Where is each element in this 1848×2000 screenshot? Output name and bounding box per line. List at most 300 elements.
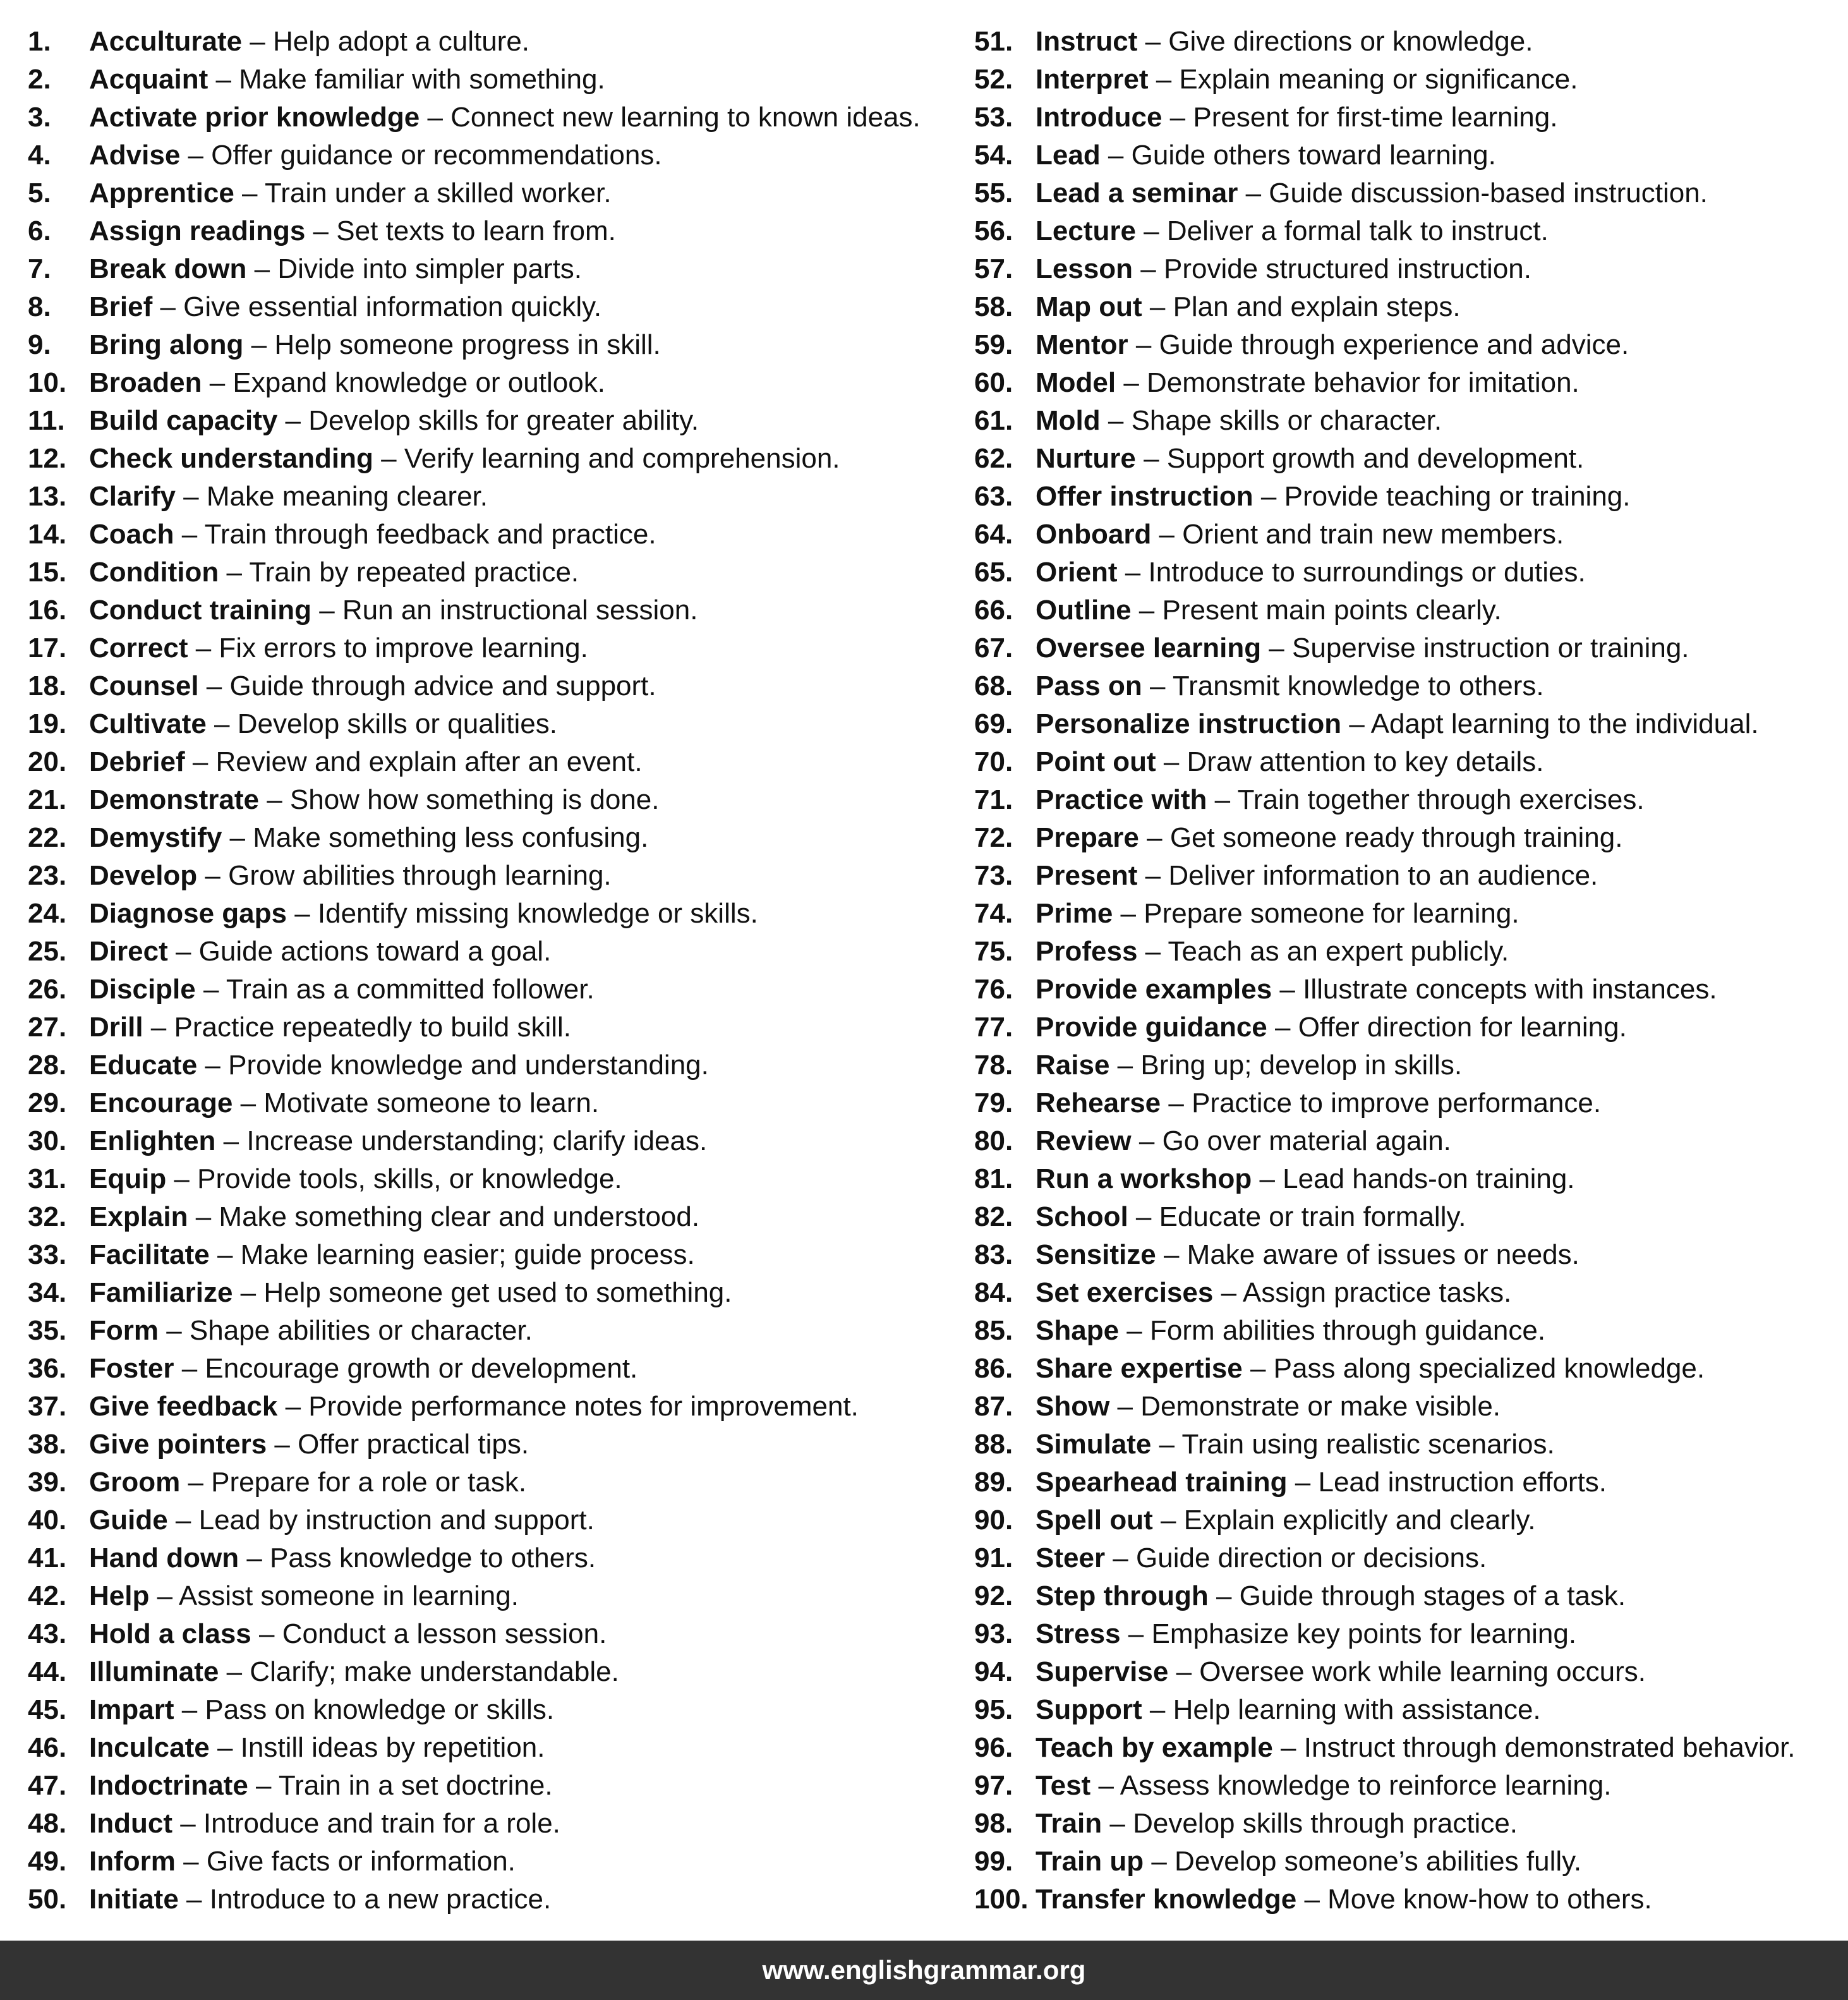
- list-item: [28, 1501, 950, 1539]
- item-definition: Develop someone’s abilities fully.: [1175, 1846, 1582, 1877]
- item-separator: –: [239, 1542, 270, 1573]
- item-text: [1036, 1312, 1545, 1350]
- item-text: [1036, 1577, 1626, 1615]
- item-definition: Pass knowledge to others.: [270, 1542, 596, 1573]
- list-item: [974, 857, 1840, 895]
- item-text: [89, 1805, 560, 1843]
- item-separator: –: [167, 1505, 199, 1536]
- item-definition: Guide actions toward a goal.: [198, 936, 552, 967]
- item-definition: Train by repeated practice.: [249, 557, 579, 588]
- item-term: Oversee learning: [1036, 633, 1262, 664]
- item-number: 5.: [28, 178, 51, 209]
- item-text: [89, 1615, 607, 1653]
- item-number: 66.: [974, 595, 1013, 626]
- item-definition: Train as a committed follower.: [226, 974, 595, 1005]
- item-number: 76.: [974, 974, 1013, 1005]
- item-definition: Run an instructional session.: [342, 595, 698, 626]
- item-definition: Encourage growth or development.: [205, 1353, 638, 1384]
- item-definition: Lead hands-on training.: [1283, 1163, 1575, 1194]
- item-separator: –: [1238, 178, 1269, 209]
- item-text: [1036, 895, 1519, 933]
- item-definition: Make learning easier; guide process.: [240, 1239, 695, 1270]
- item-term: Stress: [1036, 1618, 1121, 1649]
- item-text: [89, 516, 656, 554]
- item-definition: Verify learning and comprehension.: [404, 443, 840, 474]
- item-separator: –: [1120, 1618, 1152, 1649]
- item-number: 20.: [28, 746, 67, 777]
- item-definition: Bring up; develop in skills.: [1140, 1050, 1463, 1081]
- item-text: [1036, 1501, 1535, 1539]
- item-number: 87.: [974, 1391, 1013, 1422]
- item-definition: Assist someone in learning.: [178, 1580, 519, 1611]
- list-item: [974, 1805, 1840, 1843]
- item-separator: –: [1131, 595, 1163, 626]
- item-definition: Support growth and development.: [1166, 443, 1585, 474]
- item-definition: Guide through advice and support.: [229, 670, 656, 701]
- item-number: 29.: [28, 1088, 67, 1118]
- item-text: [1036, 1767, 1611, 1805]
- item-separator: –: [175, 481, 207, 512]
- item-separator: –: [1135, 215, 1167, 246]
- item-term: Rehearse: [1036, 1088, 1161, 1118]
- item-definition: Oversee work while learning occurs.: [1199, 1656, 1646, 1687]
- item-separator: –: [311, 595, 342, 626]
- item-separator: –: [206, 708, 238, 739]
- item-number: 89.: [974, 1467, 1013, 1498]
- item-definition: Increase understanding; clarify ideas.: [246, 1125, 708, 1156]
- item-number: 21.: [28, 784, 67, 815]
- item-text: [1036, 174, 1708, 212]
- item-separator: –: [1267, 1012, 1298, 1043]
- list-item: [974, 440, 1840, 478]
- item-term: Apprentice: [89, 178, 234, 209]
- item-definition: Motivate someone to learn.: [263, 1088, 600, 1118]
- item-number: 40.: [28, 1505, 67, 1536]
- list-item: [974, 1729, 1840, 1767]
- item-text: [89, 1084, 599, 1122]
- list-item: [974, 136, 1840, 174]
- list-item: [974, 971, 1840, 1009]
- item-number: 91.: [974, 1542, 1013, 1573]
- item-definition: Orient and train new members.: [1182, 519, 1564, 550]
- item-text: [1036, 402, 1442, 440]
- item-term: Prime: [1036, 898, 1113, 929]
- item-number: 81.: [974, 1163, 1013, 1194]
- item-term: Counsel: [89, 670, 199, 701]
- item-term: Groom: [89, 1467, 181, 1498]
- item-text: [89, 1046, 709, 1084]
- item-number: 99.: [974, 1846, 1013, 1877]
- item-term: Clarify: [89, 481, 176, 512]
- list-item: [28, 1426, 950, 1464]
- website-url[interactable]: www.englishgrammar.org: [762, 1955, 1086, 1985]
- item-text: [1036, 819, 1622, 857]
- item-number: 12.: [28, 443, 67, 474]
- item-term: Lesson: [1036, 253, 1133, 284]
- item-separator: –: [1207, 784, 1238, 815]
- list-item: [974, 250, 1840, 288]
- item-definition: Grow abilities through learning.: [228, 860, 612, 891]
- list-item: [28, 819, 950, 857]
- item-definition: Instill ideas by repetition.: [240, 1732, 545, 1763]
- item-text: [89, 1198, 699, 1236]
- item-term: Encourage: [89, 1088, 233, 1118]
- item-definition: Pass along specialized knowledge.: [1273, 1353, 1705, 1384]
- item-number: 94.: [974, 1656, 1013, 1687]
- item-definition: Present for first-time learning.: [1193, 102, 1558, 133]
- item-separator: –: [184, 746, 216, 777]
- item-text: [89, 174, 612, 212]
- item-separator: –: [197, 1050, 229, 1081]
- item-term: Hold a class: [89, 1618, 251, 1649]
- item-separator: –: [1168, 1656, 1200, 1687]
- item-separator: –: [1161, 1088, 1192, 1118]
- item-definition: Educate or train formally.: [1159, 1201, 1466, 1232]
- item-text: [89, 1767, 553, 1805]
- item-number: 16.: [28, 595, 67, 626]
- item-definition: Make familiar with something.: [239, 64, 605, 95]
- list-item: [28, 23, 950, 61]
- item-number: 58.: [974, 291, 1013, 322]
- item-term: Advise: [89, 140, 181, 171]
- item-definition: Illustrate concepts with instances.: [1303, 974, 1717, 1005]
- item-term: Support: [1036, 1694, 1142, 1725]
- item-definition: Assess knowledge to reinforce learning.: [1120, 1770, 1612, 1801]
- item-text: [1036, 1615, 1576, 1653]
- item-text: [89, 478, 488, 516]
- item-separator: –: [215, 1125, 247, 1156]
- item-number: 2.: [28, 64, 51, 95]
- item-definition: Develop skills for greater ability.: [308, 405, 699, 436]
- item-text: [89, 857, 612, 895]
- item-term: Mold: [1036, 405, 1101, 436]
- list-item: [28, 895, 950, 933]
- item-separator: –: [1117, 557, 1149, 588]
- item-number: 15.: [28, 557, 67, 588]
- item-text: [1036, 288, 1461, 326]
- item-term: Test: [1036, 1770, 1091, 1801]
- item-separator: –: [1151, 1429, 1182, 1460]
- item-separator: –: [174, 1694, 205, 1725]
- item-text: [1036, 1881, 1652, 1918]
- item-text: [89, 61, 605, 99]
- item-separator: –: [1113, 898, 1144, 929]
- list-item: [974, 364, 1840, 402]
- item-separator: –: [1272, 974, 1303, 1005]
- item-separator: –: [1119, 1315, 1150, 1346]
- item-definition: Demonstrate or make visible.: [1140, 1391, 1501, 1422]
- item-text: [1036, 1805, 1518, 1843]
- list-item: [28, 1805, 950, 1843]
- list-item: [28, 478, 950, 516]
- list-item: [28, 402, 950, 440]
- item-separator: –: [174, 519, 205, 550]
- item-text: [1036, 1046, 1462, 1084]
- item-text: [1036, 1729, 1796, 1767]
- list-item: [28, 971, 950, 1009]
- item-text: [1036, 99, 1557, 136]
- item-number: 95.: [974, 1694, 1013, 1725]
- item-text: [1036, 326, 1629, 364]
- item-definition: Guide through stages of a task.: [1239, 1580, 1626, 1611]
- list-item: [28, 1084, 950, 1122]
- item-term: Train up: [1036, 1846, 1144, 1877]
- item-separator: –: [246, 253, 278, 284]
- item-term: Demystify: [89, 822, 222, 853]
- item-number: 33.: [28, 1239, 67, 1270]
- item-number: 11.: [28, 405, 65, 436]
- right-column: [974, 23, 1840, 1918]
- item-text: [89, 1426, 529, 1464]
- item-term: Enlighten: [89, 1125, 216, 1156]
- item-separator: –: [152, 291, 184, 322]
- item-text: [89, 1160, 622, 1198]
- list-item: [974, 1539, 1840, 1577]
- item-separator: –: [166, 1163, 198, 1194]
- item-separator: –: [373, 443, 404, 474]
- list-item: [974, 1236, 1840, 1274]
- item-term: Give pointers: [89, 1429, 267, 1460]
- item-text: [89, 554, 579, 591]
- item-term: Foster: [89, 1353, 174, 1384]
- item-text: [1036, 1198, 1466, 1236]
- item-term: School: [1036, 1201, 1128, 1232]
- left-column: [28, 23, 950, 1918]
- item-text: [89, 1009, 571, 1046]
- item-separator: –: [1142, 670, 1173, 701]
- item-text: [1036, 857, 1598, 895]
- item-text: [89, 933, 551, 971]
- list-item: [28, 250, 950, 288]
- item-term: Facilitate: [89, 1239, 210, 1270]
- item-definition: Shape skills or character.: [1131, 405, 1442, 436]
- item-term: Impart: [89, 1694, 174, 1725]
- item-number: 77.: [974, 1012, 1013, 1043]
- item-text: [89, 1501, 595, 1539]
- list-item: [28, 1843, 950, 1881]
- item-number: 32.: [28, 1201, 67, 1232]
- list-item: [974, 705, 1840, 743]
- list-item: [974, 819, 1840, 857]
- list-item: [28, 440, 950, 478]
- item-term: Explain: [89, 1201, 188, 1232]
- item-definition: Give essential information quickly.: [183, 291, 602, 322]
- item-term: Steer: [1036, 1542, 1106, 1573]
- item-number: 59.: [974, 329, 1013, 360]
- item-number: 17.: [28, 633, 67, 664]
- item-number: 41.: [28, 1542, 67, 1573]
- item-definition: Lead by instruction and support.: [198, 1505, 595, 1536]
- item-separator: –: [1109, 1391, 1141, 1422]
- item-text: [89, 288, 601, 326]
- item-term: Train: [1036, 1808, 1102, 1839]
- item-term: Share expertise: [1036, 1353, 1243, 1384]
- list-item: [974, 1122, 1840, 1160]
- item-number: 37.: [28, 1391, 67, 1422]
- item-term: Spearhead training: [1036, 1467, 1288, 1498]
- item-term: Teach by example: [1036, 1732, 1273, 1763]
- list-item: [974, 591, 1840, 629]
- item-number: 78.: [974, 1050, 1013, 1081]
- item-separator: –: [1137, 26, 1169, 57]
- list-item: [28, 1729, 950, 1767]
- item-number: 34.: [28, 1277, 67, 1308]
- list-item: [974, 781, 1840, 819]
- item-separator: –: [1156, 1239, 1187, 1270]
- item-text: [1036, 1160, 1575, 1198]
- item-text: [89, 1464, 526, 1501]
- list-item: [28, 136, 950, 174]
- item-term: Step through: [1036, 1580, 1209, 1611]
- list-item: [28, 1046, 950, 1084]
- item-text: [1036, 667, 1544, 705]
- item-term: Demonstrate: [89, 784, 259, 815]
- item-definition: Identify missing knowledge or skills.: [317, 898, 758, 929]
- item-number: 7.: [28, 253, 51, 284]
- item-definition: Go over material again.: [1162, 1125, 1451, 1156]
- item-definition: Form abilities through guidance.: [1149, 1315, 1546, 1346]
- item-definition: Guide through experience and advice.: [1159, 329, 1629, 360]
- item-term: Point out: [1036, 746, 1156, 777]
- item-definition: Introduce and train for a role.: [203, 1808, 560, 1839]
- item-separator: –: [1208, 1580, 1240, 1611]
- item-text: [1036, 1236, 1579, 1274]
- item-term: Inform: [89, 1846, 176, 1877]
- item-number: 79.: [974, 1088, 1013, 1118]
- item-definition: Prepare for a role or task.: [211, 1467, 527, 1498]
- item-term: Personalize instruction: [1036, 708, 1342, 739]
- list-item: [974, 99, 1840, 136]
- list-item: [974, 288, 1840, 326]
- item-number: 100.: [974, 1884, 1029, 1915]
- item-separator: –: [420, 102, 451, 133]
- item-number: 46.: [28, 1732, 67, 1763]
- item-term: Assign readings: [89, 215, 306, 246]
- item-term: Condition: [89, 557, 219, 588]
- item-definition: Get someone ready through training.: [1169, 822, 1623, 853]
- list-item: [974, 1501, 1840, 1539]
- item-definition: Offer direction for learning.: [1298, 1012, 1627, 1043]
- item-definition: Connect new learning to known ideas.: [450, 102, 921, 133]
- item-definition: Move know-how to others.: [1327, 1884, 1652, 1915]
- list-item: [28, 1691, 950, 1729]
- item-definition: Instruct through demonstrated behavior.: [1303, 1732, 1796, 1763]
- list-item: [974, 1843, 1840, 1881]
- item-term: Conduct training: [89, 595, 311, 626]
- item-separator: –: [1138, 822, 1170, 853]
- list-item: [974, 933, 1840, 971]
- item-term: Run a workshop: [1036, 1163, 1252, 1194]
- item-definition: Expand knowledge or outlook.: [233, 367, 605, 398]
- item-number: 24.: [28, 898, 67, 929]
- item-separator: –: [1133, 253, 1164, 284]
- item-definition: Train through feedback and practice.: [204, 519, 656, 550]
- list-item: [28, 554, 950, 591]
- list-item: [974, 1426, 1840, 1464]
- item-term: Equip: [89, 1163, 167, 1194]
- item-term: Guide: [89, 1505, 168, 1536]
- item-separator: –: [159, 1315, 190, 1346]
- item-term: Bring along: [89, 329, 244, 360]
- list-item: [28, 1198, 950, 1236]
- item-number: 48.: [28, 1808, 67, 1839]
- item-separator: –: [1135, 443, 1167, 474]
- item-text: [89, 136, 662, 174]
- item-number: 73.: [974, 860, 1013, 891]
- item-separator: –: [188, 633, 219, 664]
- item-text: [89, 1236, 695, 1274]
- item-number: 13.: [28, 481, 67, 512]
- list-item: [974, 516, 1840, 554]
- item-separator: –: [219, 1656, 250, 1687]
- item-definition: Clarify; make understandable.: [250, 1656, 619, 1687]
- item-separator: –: [1148, 64, 1180, 95]
- item-definition: Divide into simpler parts.: [277, 253, 583, 284]
- item-term: Induct: [89, 1808, 172, 1839]
- item-number: 70.: [974, 746, 1013, 777]
- item-separator: –: [1341, 708, 1371, 739]
- item-term: Nurture: [1036, 443, 1136, 474]
- item-term: Diagnose gaps: [89, 898, 287, 929]
- item-separator: –: [209, 1239, 241, 1270]
- item-number: 35.: [28, 1315, 67, 1346]
- item-number: 50.: [28, 1884, 67, 1915]
- list-item: [974, 1274, 1840, 1312]
- list-item: [28, 743, 950, 781]
- item-definition: Draw attention to key details.: [1187, 746, 1544, 777]
- item-term: Lead a seminar: [1036, 178, 1238, 209]
- item-definition: Practice repeatedly to build skill.: [174, 1012, 572, 1043]
- item-text: [89, 402, 699, 440]
- list-item: [28, 1881, 950, 1918]
- item-text: [89, 440, 840, 478]
- item-definition: Guide others toward learning.: [1131, 140, 1496, 171]
- item-text: [89, 1312, 533, 1350]
- list-item: [28, 1464, 950, 1501]
- item-text: [89, 1653, 619, 1691]
- item-number: 88.: [974, 1429, 1013, 1460]
- item-number: 90.: [974, 1505, 1013, 1536]
- item-term: Lecture: [1036, 215, 1136, 246]
- list-item: [28, 1388, 950, 1426]
- list-item: [974, 1881, 1840, 1918]
- item-number: 14.: [28, 519, 67, 550]
- item-number: 86.: [974, 1353, 1013, 1384]
- item-separator: –: [286, 898, 318, 929]
- list-item: [974, 1388, 1840, 1426]
- item-term: Correct: [89, 633, 188, 664]
- item-text: [89, 1388, 859, 1426]
- item-definition: Train using realistic scenarios.: [1181, 1429, 1555, 1460]
- item-term: Brief: [89, 291, 153, 322]
- item-number: 39.: [28, 1467, 67, 1498]
- item-definition: Lead instruction efforts.: [1318, 1467, 1607, 1498]
- item-number: 47.: [28, 1770, 67, 1801]
- item-text: [89, 971, 595, 1009]
- item-number: 84.: [974, 1277, 1013, 1308]
- item-term: Cultivate: [89, 708, 207, 739]
- item-number: 30.: [28, 1125, 67, 1156]
- item-text: [89, 705, 557, 743]
- item-term: Form: [89, 1315, 159, 1346]
- item-definition: Guide direction or decisions.: [1136, 1542, 1487, 1573]
- item-term: Orient: [1036, 557, 1118, 588]
- item-text: [1036, 1122, 1451, 1160]
- item-number: 51.: [974, 26, 1013, 57]
- item-term: Offer instruction: [1036, 481, 1253, 512]
- list-item: [28, 288, 950, 326]
- item-definition: Provide structured instruction.: [1163, 253, 1532, 284]
